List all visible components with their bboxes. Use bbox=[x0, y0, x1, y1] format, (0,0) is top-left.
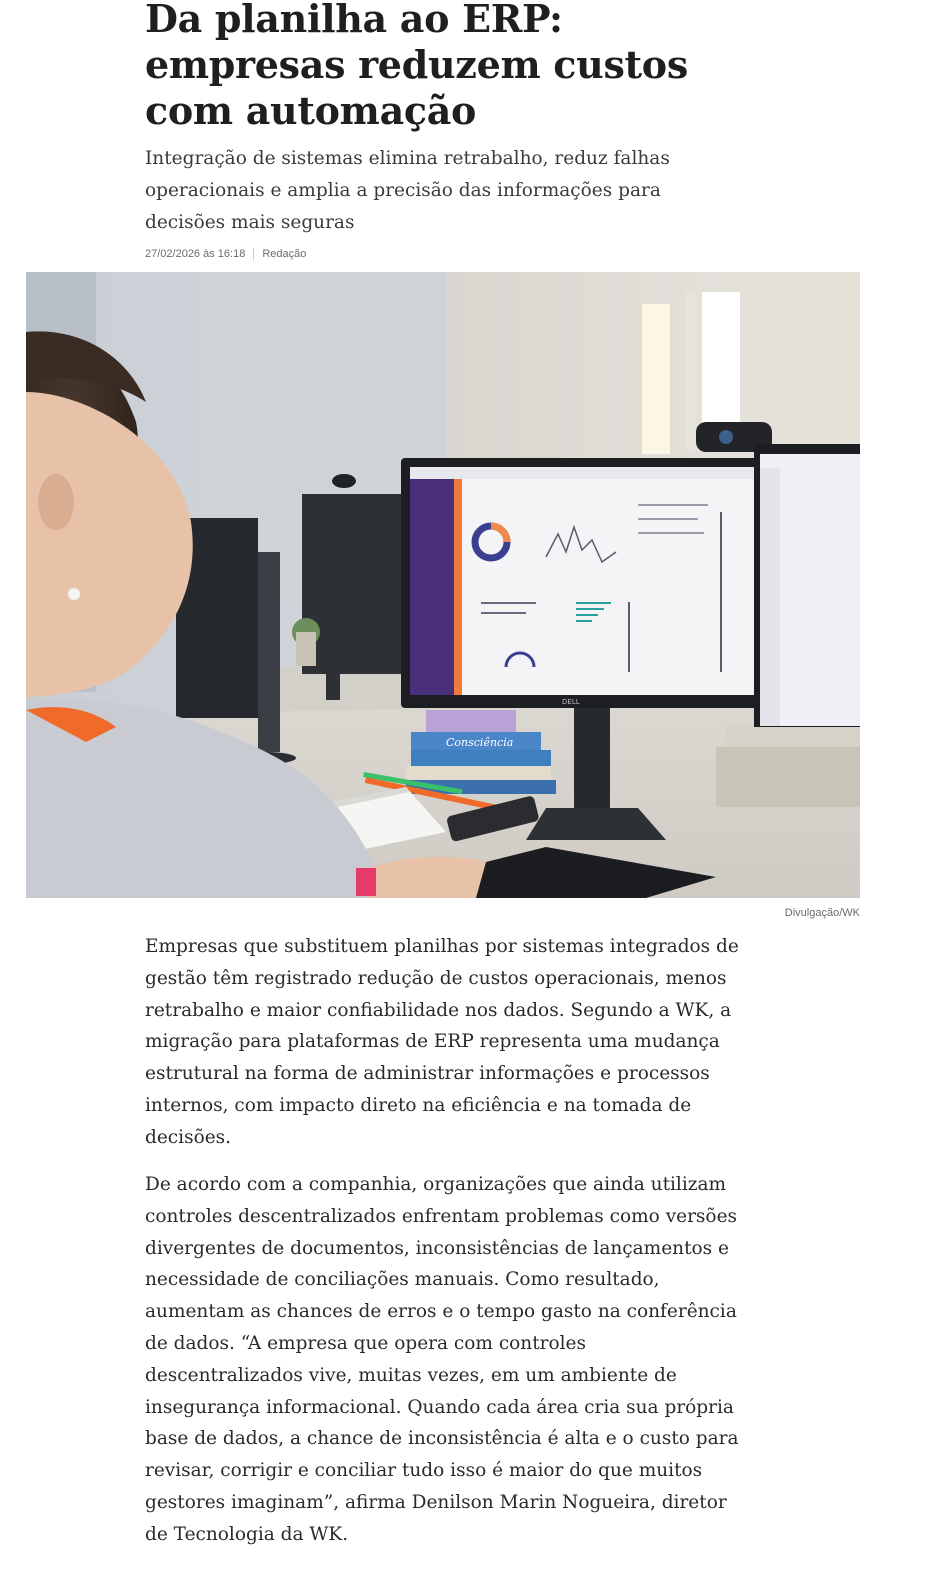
image-credit: Divulgação/WK bbox=[784, 907, 860, 919]
book-title-text: Consciência bbox=[446, 736, 514, 749]
article-meta bbox=[145, 246, 306, 262]
author-link[interactable]: Redação bbox=[262, 248, 307, 260]
monitor-brand-text: DELL bbox=[562, 698, 580, 706]
publish-date: 27/02/2026 às 16:18 bbox=[145, 248, 246, 260]
article-paragraph: Empresas que substituem planilhas por sistemas integrados de gestão têm registrado redução de custos operacionais, menos retrabalho e maior confiabilidade nos dados. Segundo a WK, a migração para plataformas de ERP representa uma mudança estrutural na forma de administrar informações e processos internos, com impacto direto na eficiência e na tomada de decisões. bbox=[145, 936, 739, 1148]
office-photo-illustration bbox=[26, 272, 860, 898]
meta-divider bbox=[253, 248, 254, 261]
article-headline: Da planilha ao ERP: empresas reduzem custos com automação bbox=[145, 0, 688, 133]
article-photo bbox=[26, 272, 860, 898]
article-paragraph: De acordo com a companhia, organizações que ainda utilizam controles descentralizados enfrentam problemas como versões divergentes de documentos, inconsistências de lançamentos e necessidade de conciliações manuais. Como resultado, aumentam as chances de erros e o tempo gasto na conferência de dados. “A empresa que opera com controles descentralizados vive, muitas vezes, em um ambiente de insegurança informacional. Quando cada área cria sua própria base de dados, a chance de inconsistência é alta e o custo para revisar, corrigir e conciliar tudo isso é maior do que muitos gestores imaginam”, afirma Denilson Marin Nogueira, diretor de Tecnologia da WK. bbox=[145, 1174, 739, 1545]
article-subtitle: Integração de sistemas elimina retrabalho, reduz falhas operacionais e amplia a precisão das informações para decisões mais seguras bbox=[145, 148, 670, 233]
